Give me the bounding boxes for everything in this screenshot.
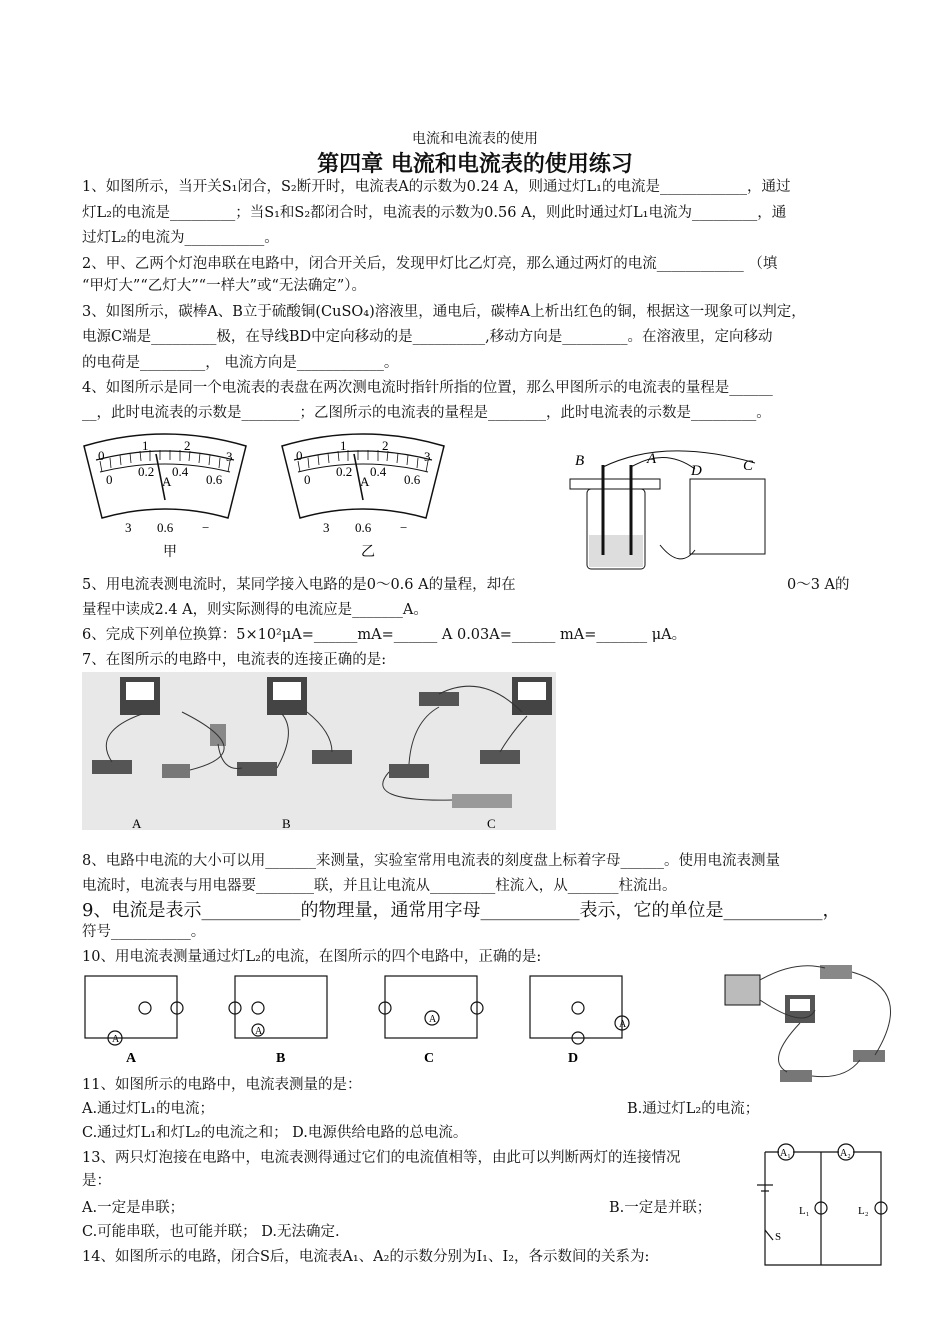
q11-option-b: B.通过灯L₂的电流； xyxy=(627,1101,760,1117)
meter-yi-top-2: 2 xyxy=(382,438,389,453)
meter-jia-top-2: 2 xyxy=(184,438,191,453)
q10-option-a: A xyxy=(126,1051,137,1066)
page-header: 电流和电流表的使用 xyxy=(412,131,538,147)
q1-line-2: 灯L₂的电流是_________；当S₁和S₂都闭合时，电流表的示数为0.56 A，则此时通过灯L₁电流为_________，通 xyxy=(82,205,787,221)
q11-options-cd: C.通过灯L₁和灯L₂的电流之和； D.电源供给电路的总电流。 xyxy=(82,1125,468,1141)
q7-option-a: A xyxy=(132,816,142,830)
q7-circuit-photo xyxy=(82,672,556,830)
q5-line-2: 量程中读成2.4 A，则实际测得的电流应是_______A。 xyxy=(82,602,428,618)
q13-option-b: B.一定是并联； xyxy=(609,1200,712,1216)
q3-line-1: 3、如图所示，碳棒A、B立于硫酸铜(CuSO₄)溶液里，通电后，碳棒A上析出红色的铜，根据这一现象可以判定， xyxy=(82,304,806,320)
q7-line: 7、在图所示的电路中，电流表的连接正确的是: xyxy=(82,652,387,668)
q10-option-c: C xyxy=(424,1051,435,1066)
electrolysis-figure xyxy=(565,445,780,580)
q1-line-1: 1、如图所示，当开关S₁闭合，S₂断开时，电流表A的示数为0.24 A，则通过灯L₁的电流是____________，通过 xyxy=(82,179,791,195)
q11-option-a: A.通过灯L₁的电流； xyxy=(82,1101,215,1117)
q8-line-1: 8、电路中电流的大小可以用_______来测量，实验室常用电流表的刻度盘上标着字母______。使用电流表测量 xyxy=(82,853,780,869)
q3-line-2: 电源C端是_________极，在导线BD中定向移动的是__________,移动方向是_________。在溶液里，定向移动 xyxy=(82,329,773,345)
meter-yi-terminal-3: 3 xyxy=(323,520,330,535)
meter-jia-label: 甲 xyxy=(163,545,177,560)
q4-line-2: __，此时电流表的示数是________；乙图所示的电流表的量程是________，此时电流表的示数是_________。 xyxy=(82,405,771,421)
q13-options-cd: C.可能串联，也可能并联； D.无法确定. xyxy=(82,1224,340,1240)
q1-line-3: 过灯L₂的电流为___________。 xyxy=(82,230,279,246)
q7-option-c: C xyxy=(487,816,496,830)
q4-line-1: 4、如图所示是同一个电流表的表盘在两次测电流时指针所指的位置，那么甲图所示的电流表的量程是______ xyxy=(82,380,773,396)
q6-line: 6、完成下列单位换算：5×10²μA=______mA=______ A 0.03A=______ mA=_______ μA。 xyxy=(82,627,687,643)
q11-circuit-figure xyxy=(715,960,915,1090)
electrolysis-label-d: D xyxy=(691,463,702,479)
q10-meter-b: A xyxy=(255,1026,263,1037)
q13-option-a: A.一定是串联； xyxy=(82,1200,185,1216)
meter-jia-bottom-0: 0 xyxy=(106,472,113,487)
q10-option-d: D xyxy=(568,1051,579,1066)
q11-line: 11、如图所示的电路中，电流表测量的是： xyxy=(82,1077,362,1093)
meter-jia-top-0: 0 xyxy=(98,448,105,463)
q14-label-l1: L₁ xyxy=(799,1205,810,1217)
meter-yi-bottom-1: 0.2 xyxy=(336,464,353,479)
q14-label-a2: A₂ xyxy=(840,1148,851,1159)
q14-label-s: S xyxy=(775,1231,782,1243)
page-title: 第四章 电流和电流表的使用练习 xyxy=(317,152,633,177)
meter-yi-bottom-2: 0.4 xyxy=(370,464,387,479)
meter-jia-terminal-neg: − xyxy=(202,520,210,535)
q14-line: 14、如图所示的电路，闭合S后，电流表A₁、A₂的示数分别为I₁、I₂，各示数间的关系为: xyxy=(82,1249,650,1265)
meter-yi-terminal-neg: − xyxy=(400,520,408,535)
q14-label-l2: L₂ xyxy=(858,1205,869,1217)
meter-dial-yi xyxy=(278,430,448,565)
meter-jia-unit: A xyxy=(162,474,172,489)
meter-jia-terminal-3: 3 xyxy=(125,520,132,535)
q14-label-a1: A₁ xyxy=(780,1148,791,1159)
q8-line-2: 电流时，电流表与用电器要________联，并且让电流从_________柱流入，从_______柱流出。 xyxy=(82,878,677,894)
meter-yi-bottom-0: 0 xyxy=(304,472,311,487)
q13-line-2: 是： xyxy=(82,1173,111,1189)
q2-line-1: 2、甲、乙两个灯泡串联在电路中，闭合开关后，发现甲灯比乙灯亮，那么通过两灯的电流____________ （填 xyxy=(82,256,778,272)
electrolysis-label-a: A xyxy=(647,451,657,467)
electrolysis-label-c: C xyxy=(743,458,754,474)
meter-jia-top-3: 3 xyxy=(226,449,233,464)
meter-jia-bottom-3: 0.6 xyxy=(206,472,223,487)
meter-dial-jia xyxy=(80,430,250,565)
q10-option-b: B xyxy=(276,1051,286,1066)
meter-jia-bottom-1: 0.2 xyxy=(138,464,155,479)
q10-circuit-diagrams xyxy=(80,968,640,1066)
meter-jia-top-1: 1 xyxy=(142,438,149,453)
q9-line-1: 9、电流是表示___________的物理量，通常用字母___________表示，它的单位是___________， xyxy=(82,900,841,921)
q10-meter-a: A xyxy=(112,1034,120,1045)
q10-meter-d: A xyxy=(619,1019,627,1030)
meter-jia-terminal-06: 0.6 xyxy=(157,520,174,535)
q7-option-b: B xyxy=(282,816,291,830)
meter-yi-terminal-06: 0.6 xyxy=(355,520,372,535)
q5-line-1-tail: 0～3 A的 xyxy=(787,577,850,593)
meter-yi-label: 乙 xyxy=(361,545,375,560)
meter-yi-top-0: 0 xyxy=(296,448,303,463)
meter-yi-unit: A xyxy=(360,474,370,489)
q2-line-2: “甲灯大”“乙灯大”“一样大”或“无法确定”）。 xyxy=(82,278,367,294)
q10-line: 10、用电流表测量通过灯L₂的电流，在图所示的四个电路中，正确的是: xyxy=(82,949,542,965)
q5-line-1: 5、用电流表测电流时，某同学接入电路的是0～0.6 A的量程，却在 xyxy=(82,577,516,593)
meter-yi-top-3: 3 xyxy=(424,449,431,464)
meter-yi-bottom-3: 0.6 xyxy=(404,472,421,487)
q3-line-3: 的电荷是_________， 电流方向是____________。 xyxy=(82,355,399,371)
electrolysis-label-b: B xyxy=(575,453,585,469)
q9-line-2: 符号___________。 xyxy=(82,924,206,940)
meter-yi-top-1: 1 xyxy=(340,438,347,453)
meter-jia-bottom-2: 0.4 xyxy=(172,464,189,479)
q10-meter-c: A xyxy=(429,1014,437,1025)
q13-line-1: 13、两只灯泡接在电路中，电流表测得通过它们的电流值相等，由此可以判断两灯的连接情况 xyxy=(82,1150,681,1166)
q14-circuit-diagram xyxy=(755,1140,895,1270)
